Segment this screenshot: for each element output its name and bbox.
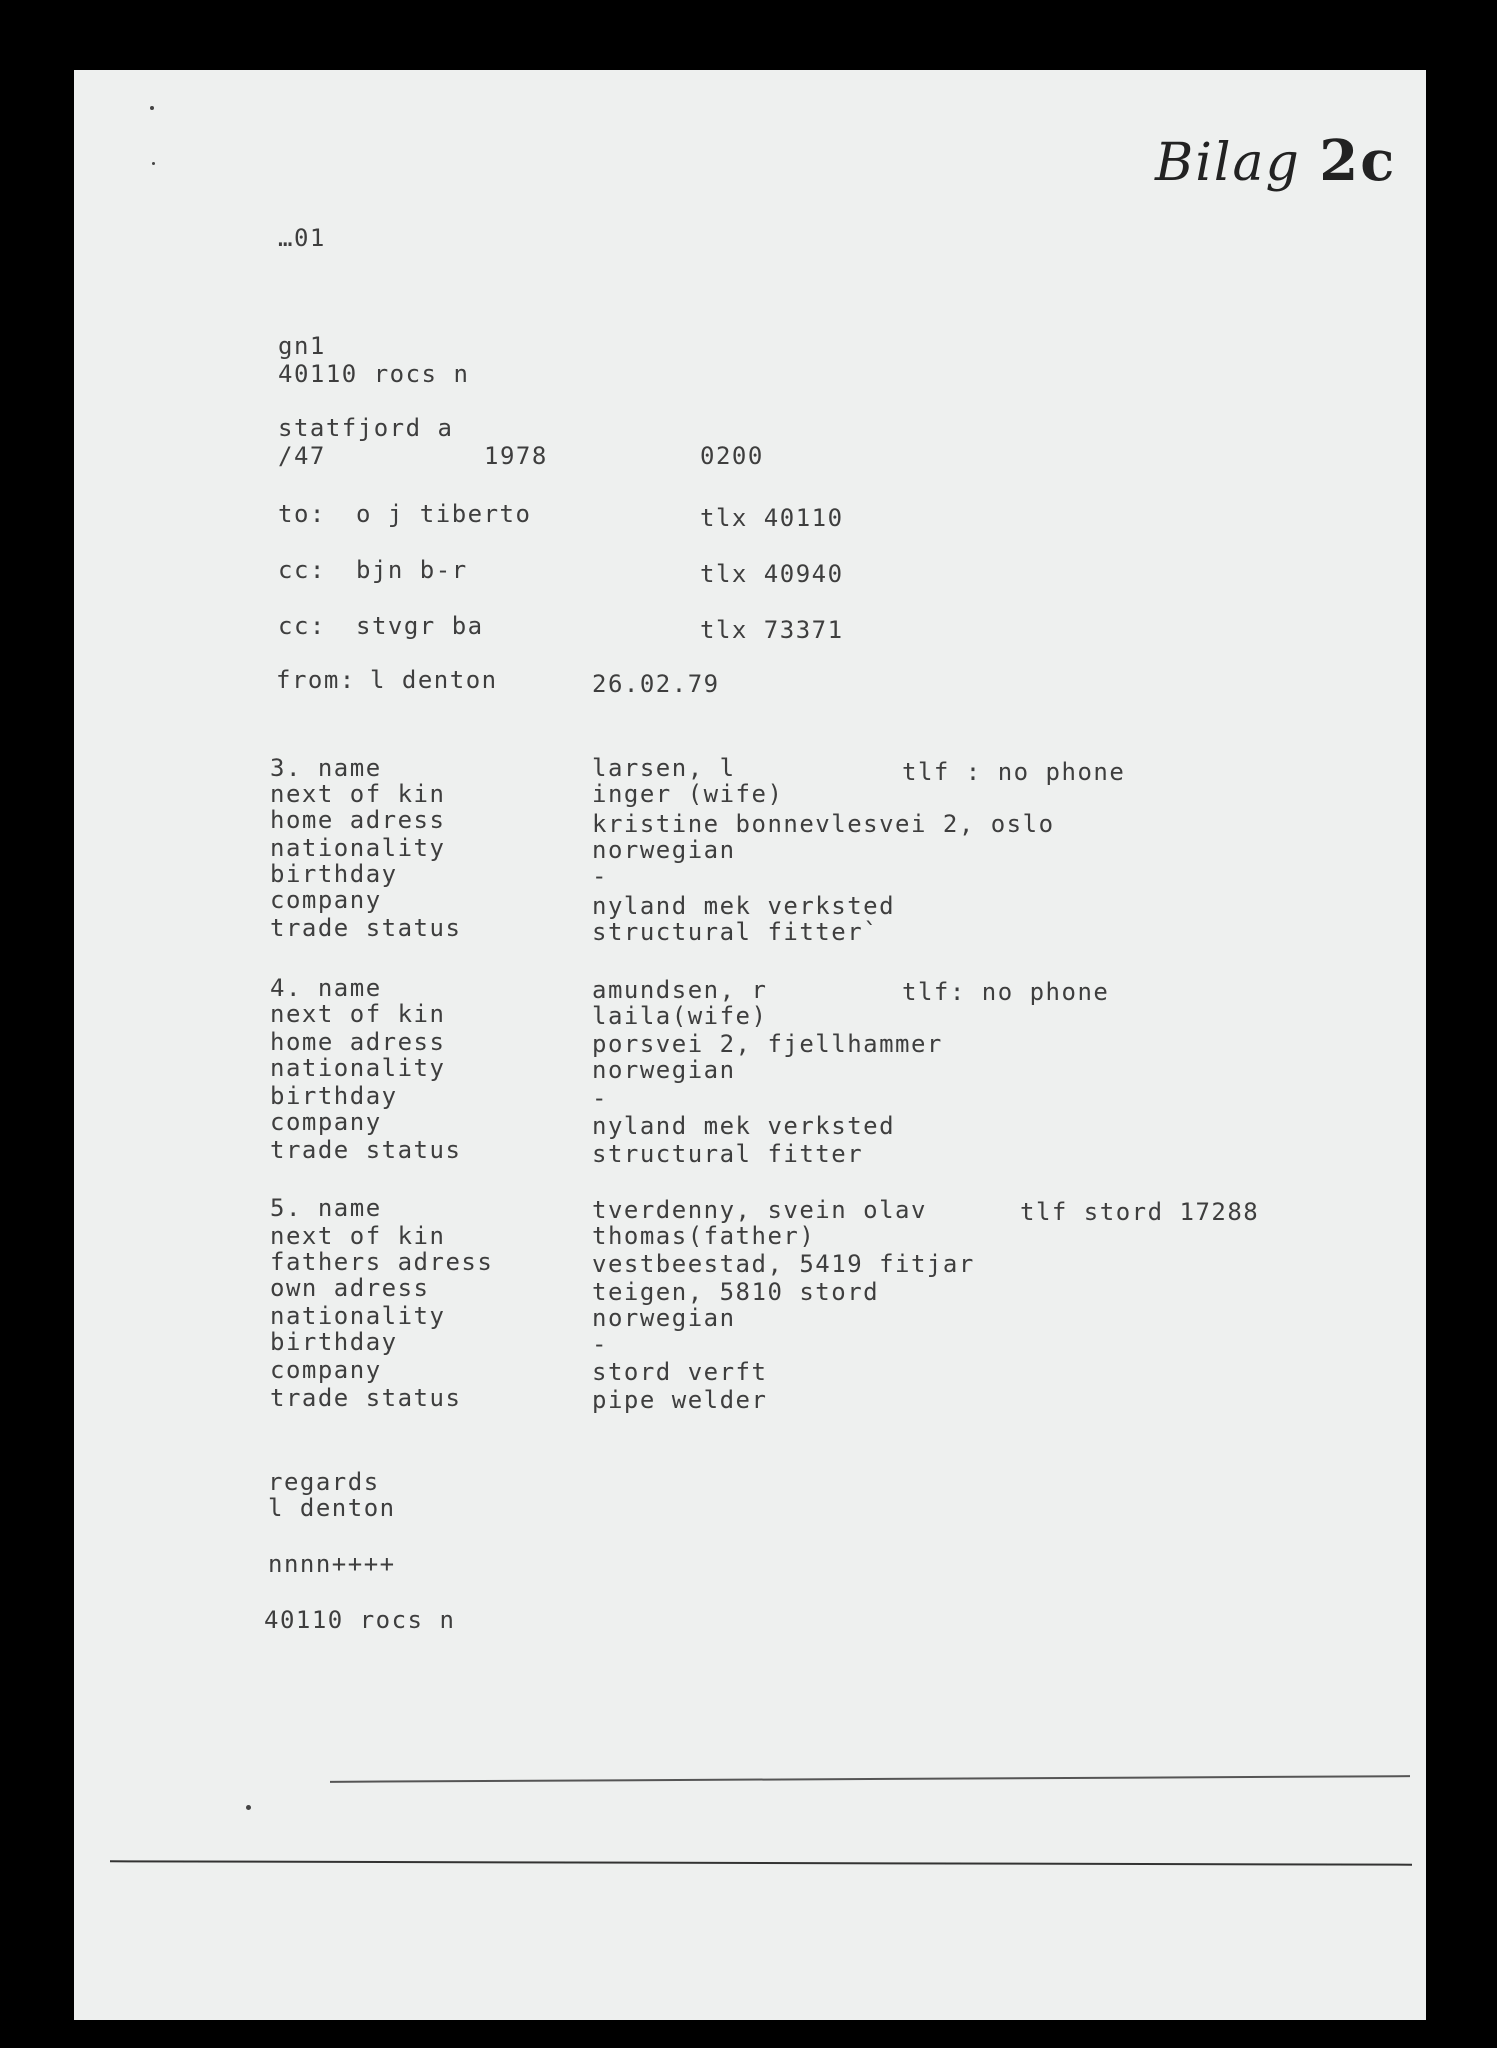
field-label: own adress bbox=[270, 1274, 430, 1302]
field-value: inger (wife) bbox=[592, 780, 784, 808]
field-extra: tlf : no phone bbox=[902, 758, 1126, 786]
field-label: home adress bbox=[270, 806, 446, 834]
field-extra: tlf: no phone bbox=[902, 978, 1110, 1006]
header-line-1: gn1 bbox=[278, 332, 326, 360]
header-line-4a: /47 bbox=[278, 442, 326, 470]
field-label: home adress bbox=[270, 1028, 446, 1056]
from-date: 26.02.79 bbox=[592, 670, 720, 698]
routing-label: cc: bbox=[278, 556, 326, 584]
field-value: thomas(father) bbox=[592, 1222, 816, 1250]
field-label: 4. name bbox=[270, 974, 382, 1002]
field-value: norwegian bbox=[592, 1056, 736, 1084]
field-label: company bbox=[270, 1108, 382, 1136]
field-label: nationality bbox=[270, 1302, 446, 1330]
routing-tlx: tlx 40110 bbox=[700, 504, 844, 532]
field-value: teigen, 5810 stord bbox=[592, 1278, 880, 1306]
field-label: birthday bbox=[270, 1082, 398, 1110]
routing-tlx: tlx 73371 bbox=[700, 616, 844, 644]
field-extra: tlf stord 17288 bbox=[1020, 1198, 1260, 1226]
header-line-2: 40110 rocs n bbox=[278, 360, 470, 388]
field-value: kristine bonnevlesvei 2, oslo bbox=[592, 810, 1055, 838]
field-value: stord verft bbox=[592, 1358, 768, 1386]
field-value: larsen, l bbox=[592, 754, 736, 782]
routing-label: cc: bbox=[278, 612, 326, 640]
field-label: birthday bbox=[270, 860, 398, 888]
field-value: pipe welder bbox=[592, 1386, 768, 1414]
routing-name: o j tiberto bbox=[356, 500, 532, 528]
header-line-4c: 0200 bbox=[700, 442, 764, 470]
field-label: trade status bbox=[270, 1136, 462, 1164]
field-value: - bbox=[592, 862, 608, 890]
field-label: 5. name bbox=[270, 1194, 382, 1222]
field-label: trade status bbox=[270, 1384, 462, 1412]
closing-footer: 40110 rocs n bbox=[264, 1606, 456, 1634]
field-value: laila(wife) bbox=[592, 1002, 768, 1030]
field-label: next of kin bbox=[270, 1222, 446, 1250]
page-dot bbox=[246, 1805, 251, 1810]
field-label: nationality bbox=[270, 834, 446, 862]
field-label: company bbox=[270, 1356, 382, 1384]
field-value: porsvei 2, fjellhammer bbox=[592, 1030, 943, 1058]
field-value: tverdenny, svein olav bbox=[592, 1196, 927, 1224]
page-dot bbox=[150, 106, 154, 110]
field-value: vestbeestad, 5419 fitjar bbox=[592, 1250, 975, 1278]
field-label: nationality bbox=[270, 1054, 446, 1082]
field-value: structural fitter` bbox=[592, 918, 880, 946]
field-value: - bbox=[592, 1330, 608, 1358]
closing-signature: l denton bbox=[268, 1494, 396, 1522]
header-line-3: statfjord a bbox=[278, 414, 454, 442]
field-value: - bbox=[592, 1084, 608, 1112]
field-value: norwegian bbox=[592, 836, 736, 864]
closing-regards: regards bbox=[268, 1468, 380, 1496]
field-value: structural fitter bbox=[592, 1140, 864, 1168]
field-value: nyland mek verksted bbox=[592, 1112, 896, 1140]
routing-name: stvgr ba bbox=[356, 612, 484, 640]
from-name: l denton bbox=[370, 666, 498, 694]
field-label: company bbox=[270, 886, 382, 914]
annotation-number: 2c bbox=[1319, 128, 1397, 194]
routing-name: bjn b-r bbox=[356, 556, 468, 584]
field-label: next of kin bbox=[270, 1000, 446, 1028]
field-label: trade status bbox=[270, 914, 462, 942]
page-dot bbox=[152, 162, 155, 165]
closing-end-marker: nnnn++++ bbox=[268, 1550, 396, 1578]
annotation-word: Bilag bbox=[1155, 133, 1301, 193]
routing-label: to: bbox=[278, 500, 326, 528]
field-value: norwegian bbox=[592, 1304, 736, 1332]
field-value: amundsen, r bbox=[592, 976, 768, 1004]
from-label: from: bbox=[276, 666, 356, 694]
field-value: nyland mek verksted bbox=[592, 892, 896, 920]
field-label: birthday bbox=[270, 1328, 398, 1356]
field-label: 3. name bbox=[270, 754, 382, 782]
field-label: next of kin bbox=[270, 780, 446, 808]
field-label: fathers adress bbox=[270, 1248, 494, 1276]
handwritten-annotation bbox=[1155, 128, 1396, 194]
header-line-0: …01 bbox=[278, 224, 326, 252]
header-line-4b: 1978 bbox=[484, 442, 548, 470]
routing-tlx: tlx 40940 bbox=[700, 560, 844, 588]
